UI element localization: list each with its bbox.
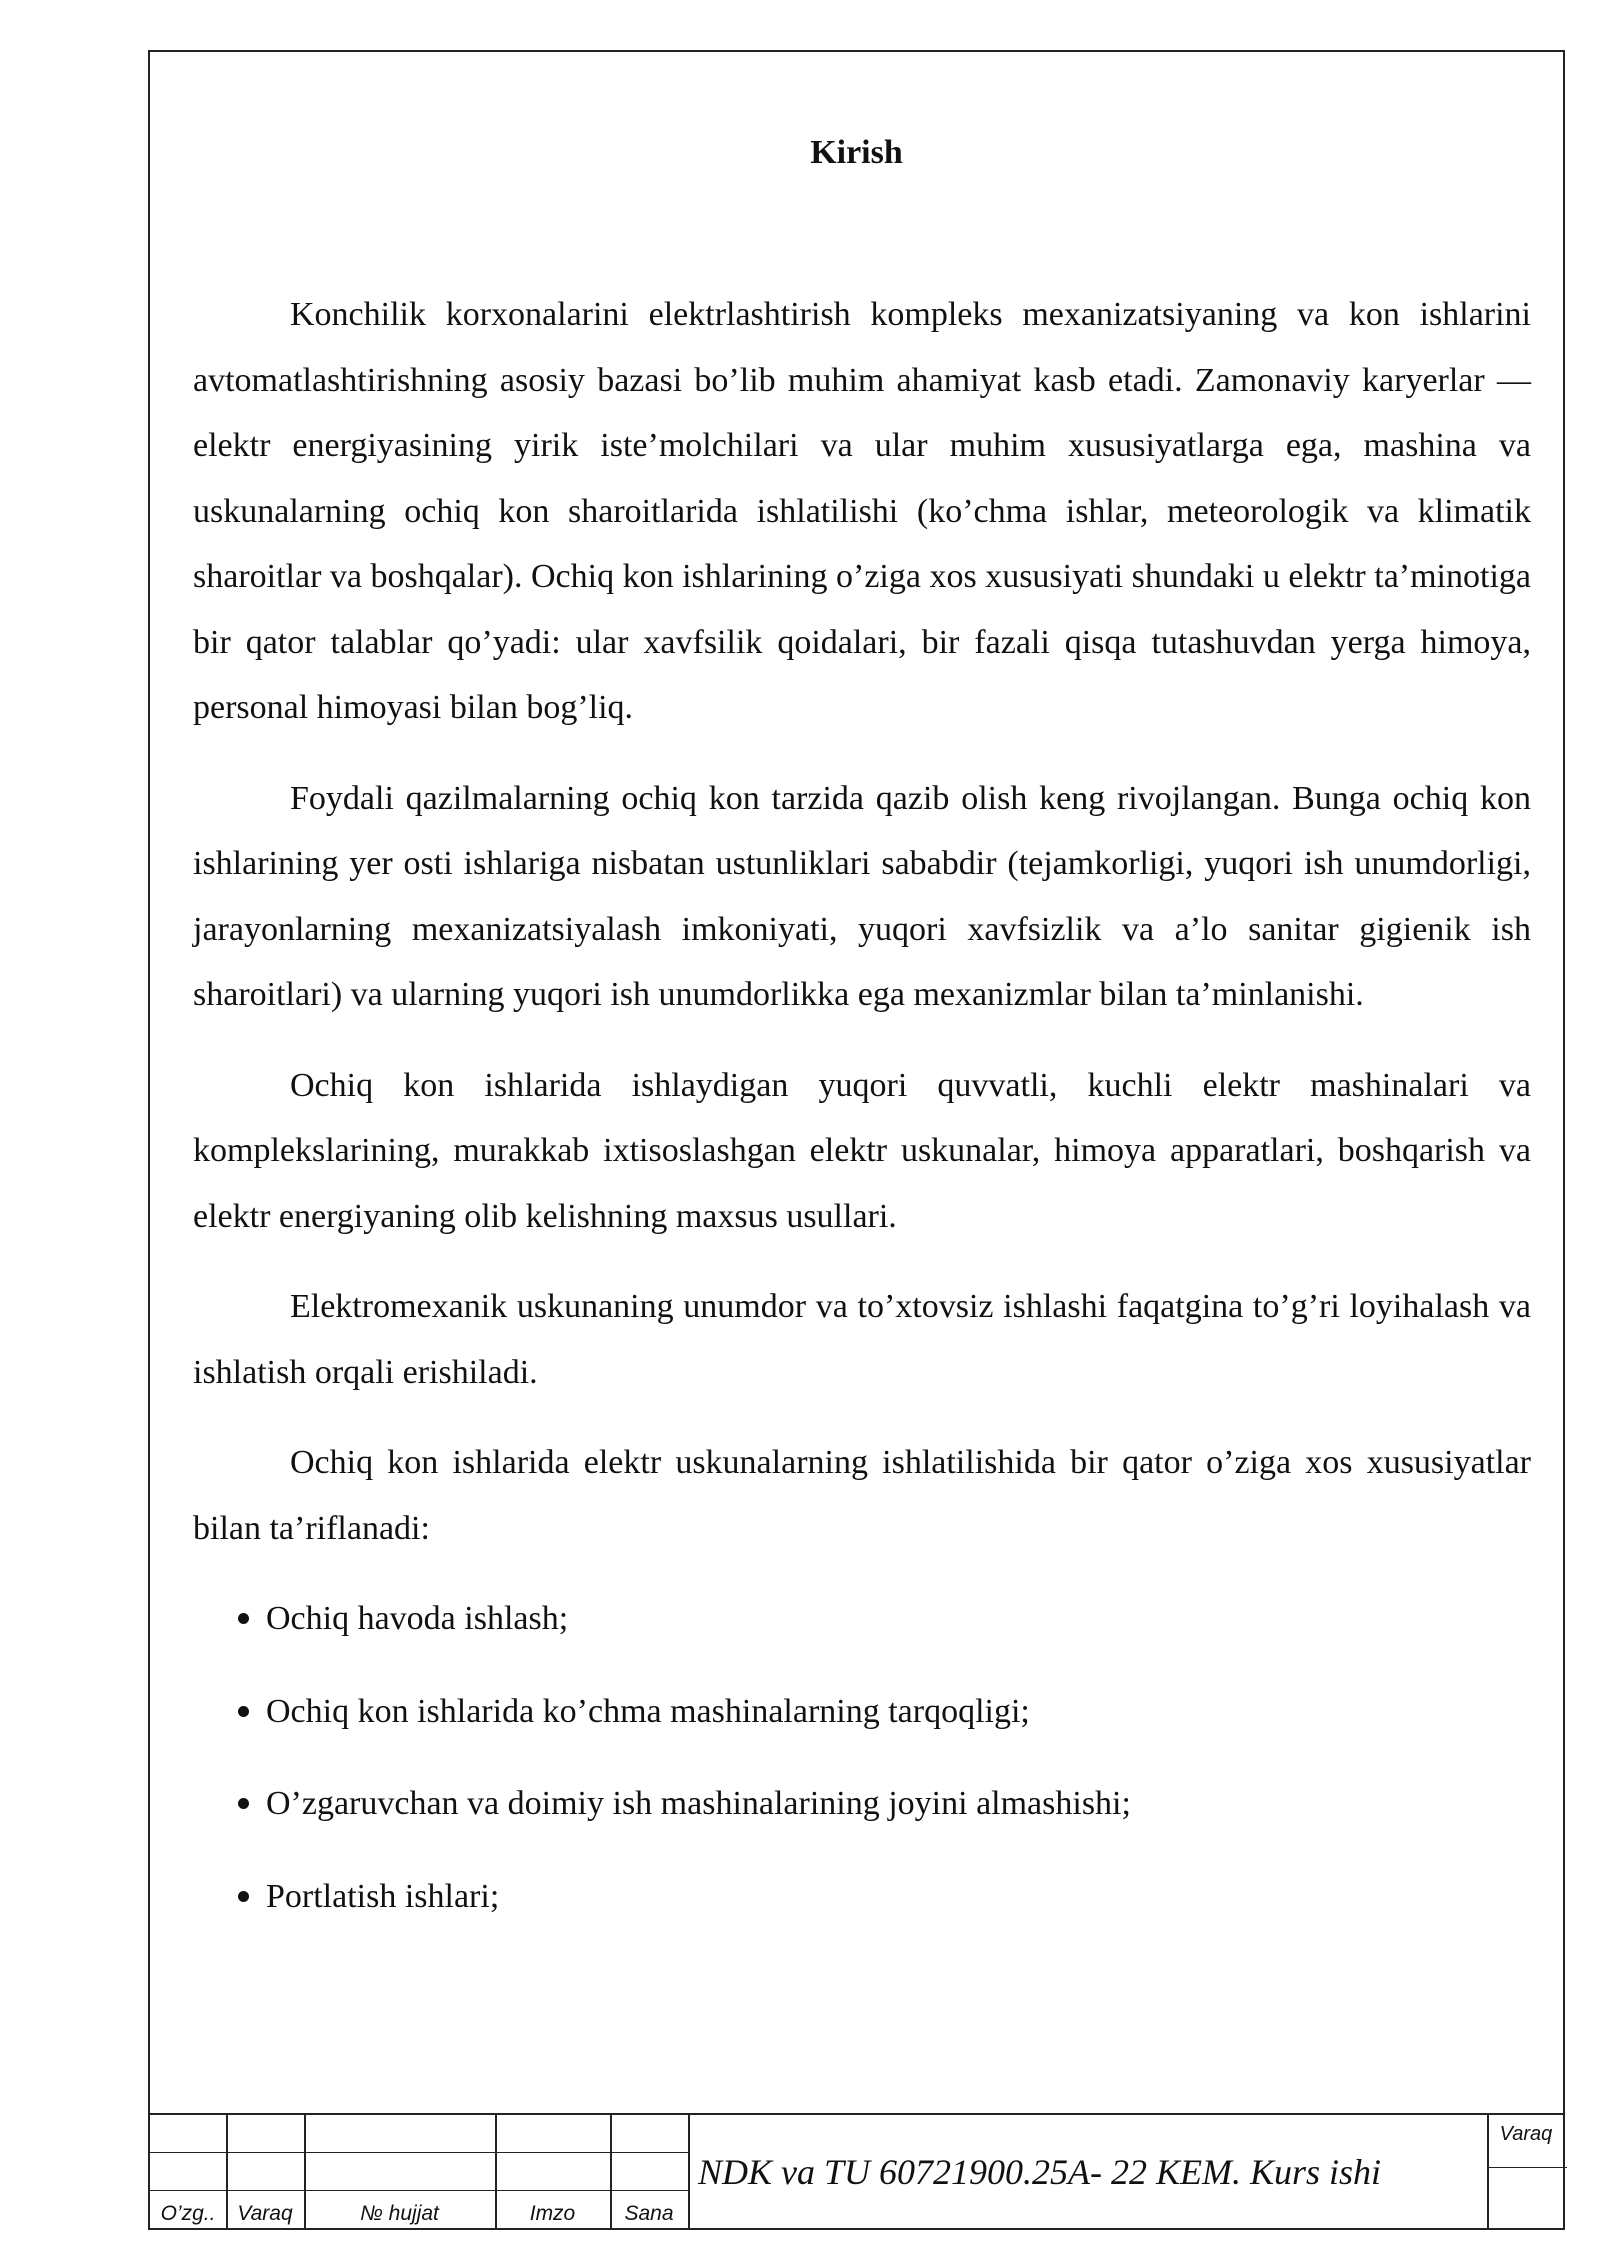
col-label-document-number: № hujjat (360, 2202, 439, 2225)
list-item-text: O’zgaruvchan va doimiy ish mashinalarining joyini almashishi; (266, 1785, 1131, 1822)
title-block-divider (688, 2115, 690, 2228)
col-label-date: Sana (624, 2202, 674, 2225)
list-item-text: Ochiq havoda ishlash; (266, 1600, 569, 1637)
paragraph: Ochiq kon ishlarida elektr uskunalarning ishlatilishida bir qator o’ziga xos xususiyatlar bilan ta’riflanadi: (193, 1444, 1531, 1547)
paragraph: Ochiq kon ishlarida ishlaydigan yuqori quvvatli, kuchli elektr mashinalari va komplekslarining, murakkab ixtisoslashgan elektr uskunalar, himoya apparatlari, boshqarish va elektr energiyaning olib kelishning maxsus usullari. (193, 1066, 1531, 1235)
list-item (193, 1586, 1531, 1652)
paragraph: Elektromexanik uskunaning unumdor va to’xtovsiz ishlashi faqatgina to’g’ri loyihalash va ishlatish orqali erishiladi. (193, 1288, 1531, 1391)
list-item (193, 1864, 1531, 1930)
col-label-change: O’zg.. (160, 2202, 216, 2225)
title-block (150, 2113, 1563, 2228)
list-item (193, 1771, 1531, 1837)
bullet-dot-icon (238, 1891, 249, 1902)
bullet-dot-icon (238, 1613, 249, 1624)
title-block-rule (1487, 2167, 1567, 2168)
document-body (193, 282, 1531, 1956)
list-item (193, 1679, 1531, 1745)
list-item-text: Ochiq kon ishlarida ko’chma mashinalarning tarqoqligi; (266, 1692, 1030, 1730)
paragraph: Foydali qazilmalarning ochiq kon tarzida qazib olish keng rivojlangan. Bunga ochiq kon ishlarining yer osti ishlariga nisbatan ustunliklari sababdir (tejamkorligi, yuqori ish unumdorligi, jarayonlarning mexanizatsiyalash imkoniyati, yuqori xavfsizlik va a’lo sanitar gigienik ish sharoitlari) va ularning yuqori ish unumdorlikka ega mexanizmlar bilan ta’minlanishi. (193, 779, 1531, 1013)
bullet-dot-icon (238, 1798, 249, 1809)
paragraph: Konchilik korxonalarini elektrlashtirish kompleks mexanizatsiyaning va kon ishlarini avtomatlashtirishning asosiy bazasi bo’lib muhim ahamiyat kasb etadi. Zamonaviy karyerlar — elektr energiyasining yirik iste’molchilari va ular muhim xususiyatlarga ega, mashina va uskunalarning ochiq kon sharoitlarida ishlatilishi (ko’chma ishlar, meteorologik va klimatik sharoitlar va boshqalar). Ochiq kon ishlarining o’ziga xos xususiyati shundaki u elektr ta’minotiga bir qator talablar qo’yadi: ular xavfsilik qoidalari, bir fazali qisqa tutashuvdan yerga himoya, personal himoyasi bilan bog’liq. (193, 296, 1531, 726)
col-label-sheet: Varaq (237, 2202, 293, 2225)
page-title: Kirish (810, 134, 903, 171)
title-block-rule (150, 2152, 688, 2153)
bullet-list (193, 1586, 1531, 1929)
page-frame (148, 50, 1565, 2230)
document-code-title: NDK va TU 60721900.25A- 22 KEM. Kurs ishi (698, 2152, 1382, 2192)
title-block-rule (150, 2190, 688, 2191)
bullet-dot-icon (238, 1706, 249, 1717)
col-label-signature: Imzo (529, 2202, 576, 2225)
title-block-divider (1487, 2115, 1489, 2228)
list-item-text: Portlatish ishlari; (266, 1877, 500, 1915)
sheet-number-label: Varaq (1499, 2123, 1553, 2145)
